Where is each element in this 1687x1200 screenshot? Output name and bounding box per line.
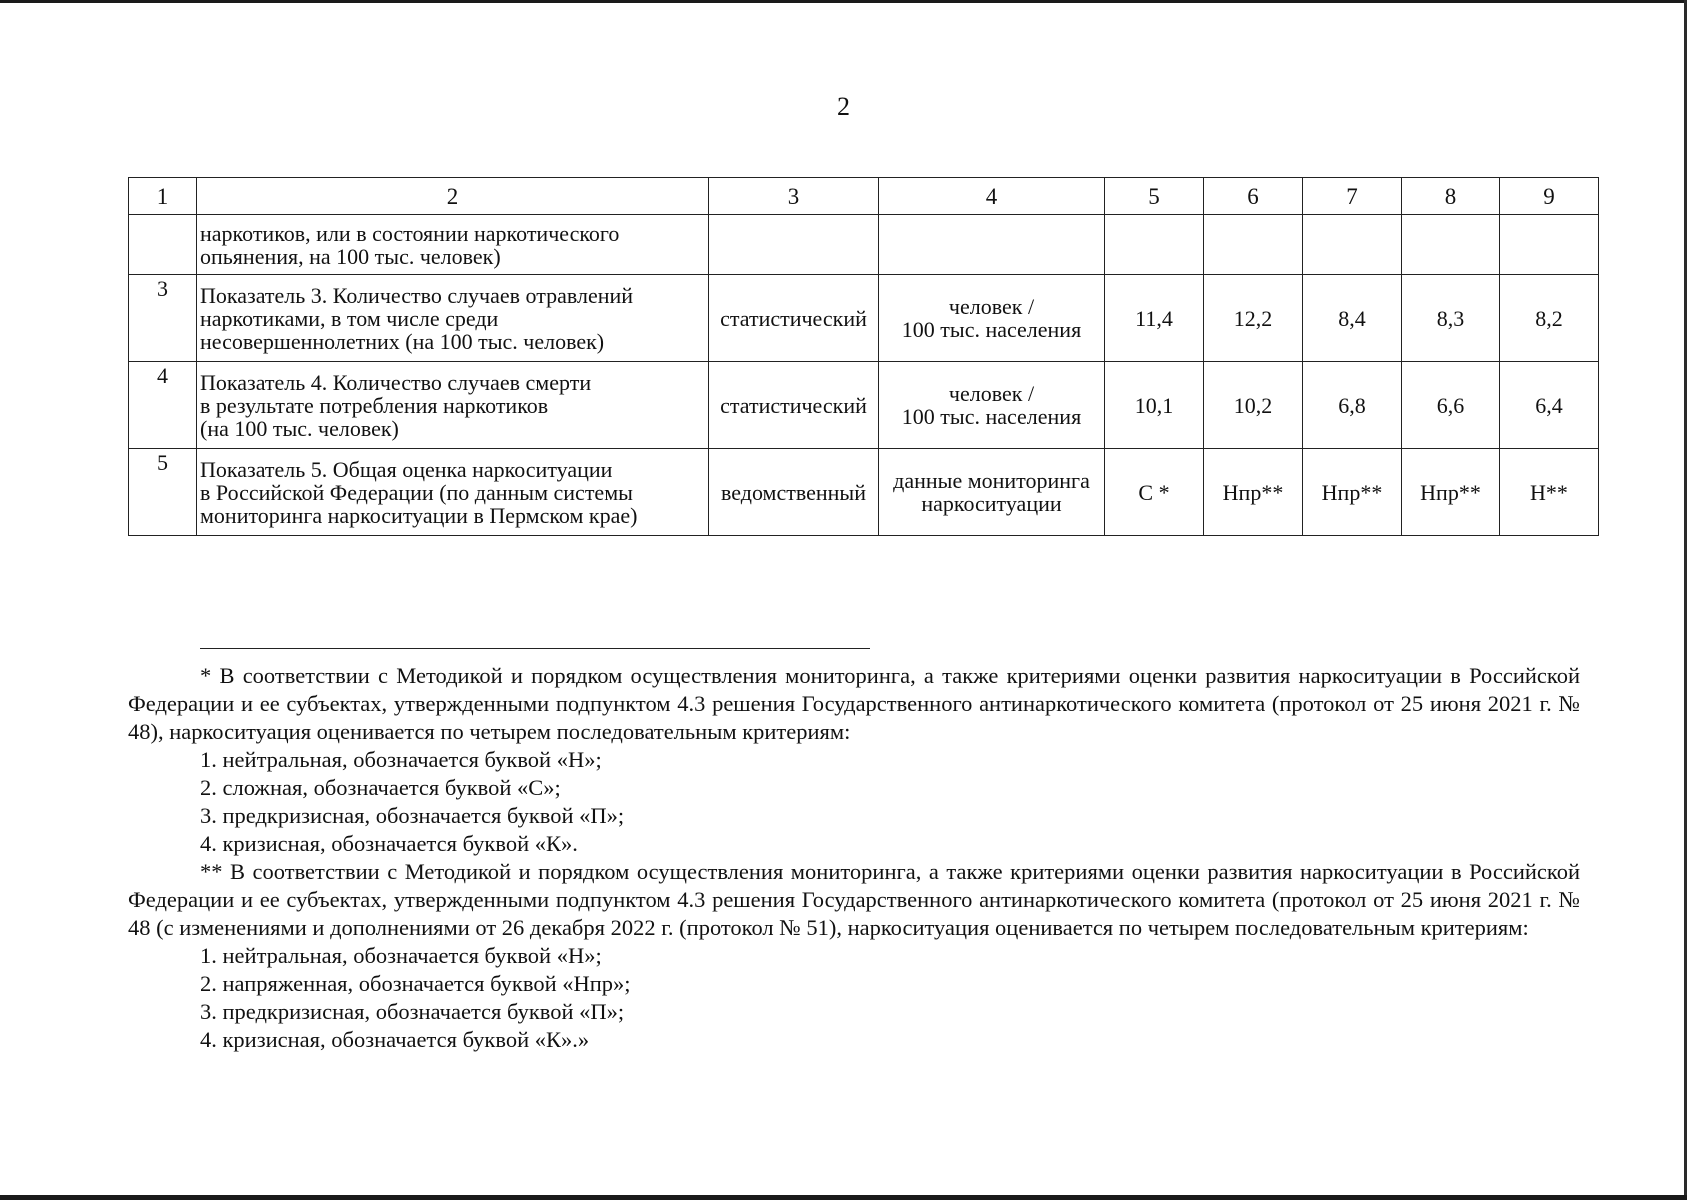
value-cell: 10,1 bbox=[1105, 362, 1204, 449]
value-cell: 8,4 bbox=[1303, 275, 1402, 362]
value-cell: С * bbox=[1105, 449, 1204, 536]
table-row bbox=[129, 275, 1599, 362]
unit-line: 100 тыс. населения bbox=[901, 317, 1082, 342]
header-cell: 6 bbox=[1204, 178, 1303, 215]
indicator-name-line: в Российской Федерации (по данным системы bbox=[200, 479, 633, 505]
empty-cell bbox=[1105, 215, 1204, 275]
value-cell: Нпр** bbox=[1204, 449, 1303, 536]
value-cell: 8,3 bbox=[1402, 275, 1500, 362]
value-cell: 8,2 bbox=[1500, 275, 1599, 362]
row-number-cell: 4 bbox=[129, 362, 197, 449]
value-cell: 12,2 bbox=[1204, 275, 1303, 362]
value-cell: 6,6 bbox=[1402, 362, 1500, 449]
indicator-name-cell bbox=[197, 362, 709, 449]
table-row bbox=[129, 449, 1599, 536]
value-cell: 6,8 bbox=[1303, 362, 1402, 449]
value-cell: 6,4 bbox=[1500, 362, 1599, 449]
empty-cell bbox=[709, 215, 879, 275]
header-cell: 9 bbox=[1500, 178, 1599, 215]
indicator-name-line: Показатель 5. Общая оценка наркоситуации bbox=[200, 456, 613, 482]
value-cell: 10,2 bbox=[1204, 362, 1303, 449]
row-number-cell: 3 bbox=[129, 275, 197, 362]
indicators-table bbox=[128, 177, 1599, 536]
footnote-2-item: 2. напряженная, обозначается буквой «Нпр»; bbox=[200, 971, 631, 996]
header-cell: 4 bbox=[879, 178, 1105, 215]
empty-cell bbox=[1303, 215, 1402, 275]
indicator-name-line: несовершеннолетних (на 100 тыс. человек) bbox=[200, 328, 605, 354]
footnote-separator bbox=[200, 648, 870, 649]
indicator-name-line: мониторинга наркоситуации в Пермском крае) bbox=[200, 502, 638, 528]
value-cell: Н** bbox=[1500, 449, 1599, 536]
indicator-name-cell bbox=[197, 449, 709, 536]
header-cell: 7 bbox=[1303, 178, 1402, 215]
empty-cell bbox=[879, 215, 1105, 275]
indicator-type-cell: статистический bbox=[709, 362, 879, 449]
empty-cell bbox=[1402, 215, 1500, 275]
table-row bbox=[129, 362, 1599, 449]
footnotes bbox=[128, 662, 1580, 1054]
footnote-1-item: 1. нейтральная, обозначается буквой «Н»; bbox=[200, 747, 602, 772]
indicator-type-cell: статистический bbox=[709, 275, 879, 362]
indicator-name-line: Показатель 3. Количество случаев отравлений bbox=[200, 282, 634, 308]
header-cell: 8 bbox=[1402, 178, 1500, 215]
footnote-2-item: 3. предкризисная, обозначается буквой «П»; bbox=[200, 999, 625, 1024]
empty-cell bbox=[1204, 215, 1303, 275]
unit-line: человек / bbox=[948, 381, 1035, 406]
unit-line: наркоситуации bbox=[921, 491, 1062, 516]
unit-line: данные мониторинга bbox=[893, 468, 1090, 493]
footnote-2-text: ** В соответствии с Методикой и порядком осуществления мониторинга, а также критериями оценки развития наркоситуации в Российской Федерации и ее субъектах, утвержденными подпунктом 4.3 решения Государственного антинаркотического комитета (протокол от 25 июня 2021 г. № 48 (с изменениями и дополнениями от 26 декабря 2022 г. (протокол № 51), наркоситуация оценивается по четырем последовательным критериям: bbox=[128, 859, 1580, 940]
header-cell: 5 bbox=[1105, 178, 1204, 215]
row-number-cell: 5 bbox=[129, 449, 197, 536]
footnote-1-item: 2. сложная, обозначается буквой «С»; bbox=[200, 775, 561, 800]
indicator-name-cell bbox=[197, 275, 709, 362]
row-number-cell bbox=[129, 215, 197, 275]
page-number: 2 bbox=[837, 92, 850, 121]
indicator-name-line: опьянения, на 100 тыс. человек) bbox=[200, 243, 501, 269]
scan-edge-top bbox=[0, 0, 1687, 3]
indicator-name-line: Показатель 4. Количество случаев смерти bbox=[200, 369, 592, 395]
footnote-1-text: * В соответствии с Методикой и порядком осуществления мониторинга, а также критериями оценки развития наркоситуации в Российской Федерации и ее субъектах, утвержденными подпунктом 4.3 решения Государственного антинаркотического комитета (протокол от 25 июня 2021 г. № 48), наркоситуация оценивается по четырем последовательным критериям: bbox=[128, 663, 1580, 744]
table-row bbox=[129, 215, 1599, 275]
header-cell: 2 bbox=[197, 178, 709, 215]
value-cell: 11,4 bbox=[1105, 275, 1204, 362]
indicator-type-cell: ведомственный bbox=[709, 449, 879, 536]
header-cell: 1 bbox=[129, 178, 197, 215]
scan-edge-bottom bbox=[0, 1195, 1687, 1200]
value-cell: Нпр** bbox=[1402, 449, 1500, 536]
header-cell: 3 bbox=[709, 178, 879, 215]
indicator-name-line: наркотиками, в том числе среди bbox=[200, 305, 499, 331]
footnote-2-item: 4. кризисная, обозначается буквой «К».» bbox=[200, 1027, 590, 1052]
value-cell: Нпр** bbox=[1303, 449, 1402, 536]
unit-cell bbox=[879, 449, 1105, 536]
indicator-name-cell bbox=[197, 215, 709, 275]
indicator-name-line: в результате потребления наркотиков bbox=[200, 392, 549, 418]
unit-line: 100 тыс. населения bbox=[901, 404, 1082, 429]
empty-cell bbox=[1500, 215, 1599, 275]
unit-cell bbox=[879, 275, 1105, 362]
indicator-name-line: наркотиков, или в состоянии наркотического bbox=[200, 220, 620, 246]
table-header-row bbox=[129, 178, 1599, 215]
footnote-2-item: 1. нейтральная, обозначается буквой «Н»; bbox=[200, 943, 602, 968]
footnote-1-item: 4. кризисная, обозначается буквой «К». bbox=[200, 831, 578, 856]
unit-cell bbox=[879, 362, 1105, 449]
unit-line: человек / bbox=[948, 294, 1035, 319]
indicator-name-line: (на 100 тыс. человек) bbox=[200, 415, 399, 441]
footnote-1-item: 3. предкризисная, обозначается буквой «П»; bbox=[200, 803, 625, 828]
